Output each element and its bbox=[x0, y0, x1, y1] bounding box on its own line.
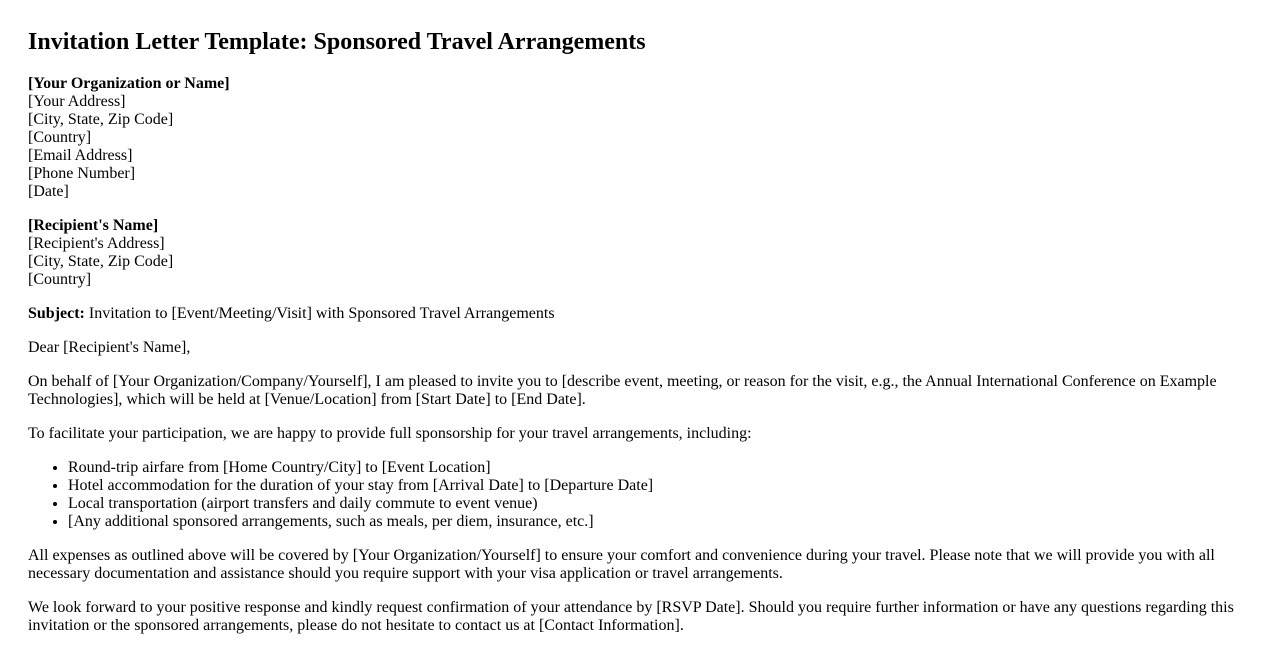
subject-text: Invitation to [Event/Meeting/Visit] with Sponsored Travel Arrangements bbox=[84, 305, 555, 322]
sponsorship-paragraph: To facilitate your participation, we are happy to provide full sponsorship for your travel arrangements, including: bbox=[28, 425, 752, 442]
sender-name: [Your Organization or Name] bbox=[28, 75, 230, 92]
sender-email: [Email Address] bbox=[28, 147, 133, 164]
subject-line bbox=[28, 305, 1250, 323]
closing-paragraph: We look forward to your positive response and kindly request confirmation of your attendance by [RSVP Date]. Should you require further information or have any questions regarding this invitation or the sponsored arrangements, please do not hesitate to contact us at [Contact Information]. bbox=[28, 599, 1234, 634]
letter-date: [Date] bbox=[28, 183, 69, 200]
sender-phone: [Phone Number] bbox=[28, 165, 136, 182]
list-item: • Hotel accommodation for the duration of your stay from [Arrival Date] to [Departure Date] bbox=[68, 477, 1250, 495]
expenses-paragraph: All expenses as outlined above will be covered by [Your Organization/Yourself] to ensure your comfort and convenience during your travel. Please note that we will provide you with all necessary documentation and assistance should you require support with your visa application or travel arrangements. bbox=[28, 547, 1215, 582]
intro-paragraph: On behalf of [Your Organization/Company/Yourself], I am pleased to invite you to [describe event, meeting, or reason for the visit, e.g., the Annual International Conference on Example Technologies], which will be held at [Venue/Location] from [Start Date] to [End Date]. bbox=[28, 373, 1217, 408]
recipient-city: [City, State, Zip Code] bbox=[28, 253, 174, 270]
sender-address: [Your Address] bbox=[28, 93, 126, 110]
recipient-address: [Recipient's Address] bbox=[28, 235, 165, 252]
sender-block bbox=[28, 75, 1250, 201]
sender-country: [Country] bbox=[28, 129, 92, 146]
page-title: Invitation Letter Template: Sponsored Travel Arrangements bbox=[28, 29, 646, 55]
list-item: • [Any additional sponsored arrangements, such as meals, per diem, insurance, etc.] bbox=[68, 513, 1250, 531]
arrangements-list bbox=[28, 459, 1250, 531]
list-item: • Round-trip airfare from [Home Country/City] to [Event Location] bbox=[68, 459, 1250, 477]
list-item: • Local transportation (airport transfers and daily commute to event venue) bbox=[68, 495, 1250, 513]
recipient-block bbox=[28, 217, 1250, 289]
salutation: Dear [Recipient's Name], bbox=[28, 339, 191, 356]
recipient-name: [Recipient's Name] bbox=[28, 217, 159, 234]
sender-city: [City, State, Zip Code] bbox=[28, 111, 174, 128]
subject-label: Subject: bbox=[28, 305, 85, 322]
recipient-country: [Country] bbox=[28, 271, 92, 288]
